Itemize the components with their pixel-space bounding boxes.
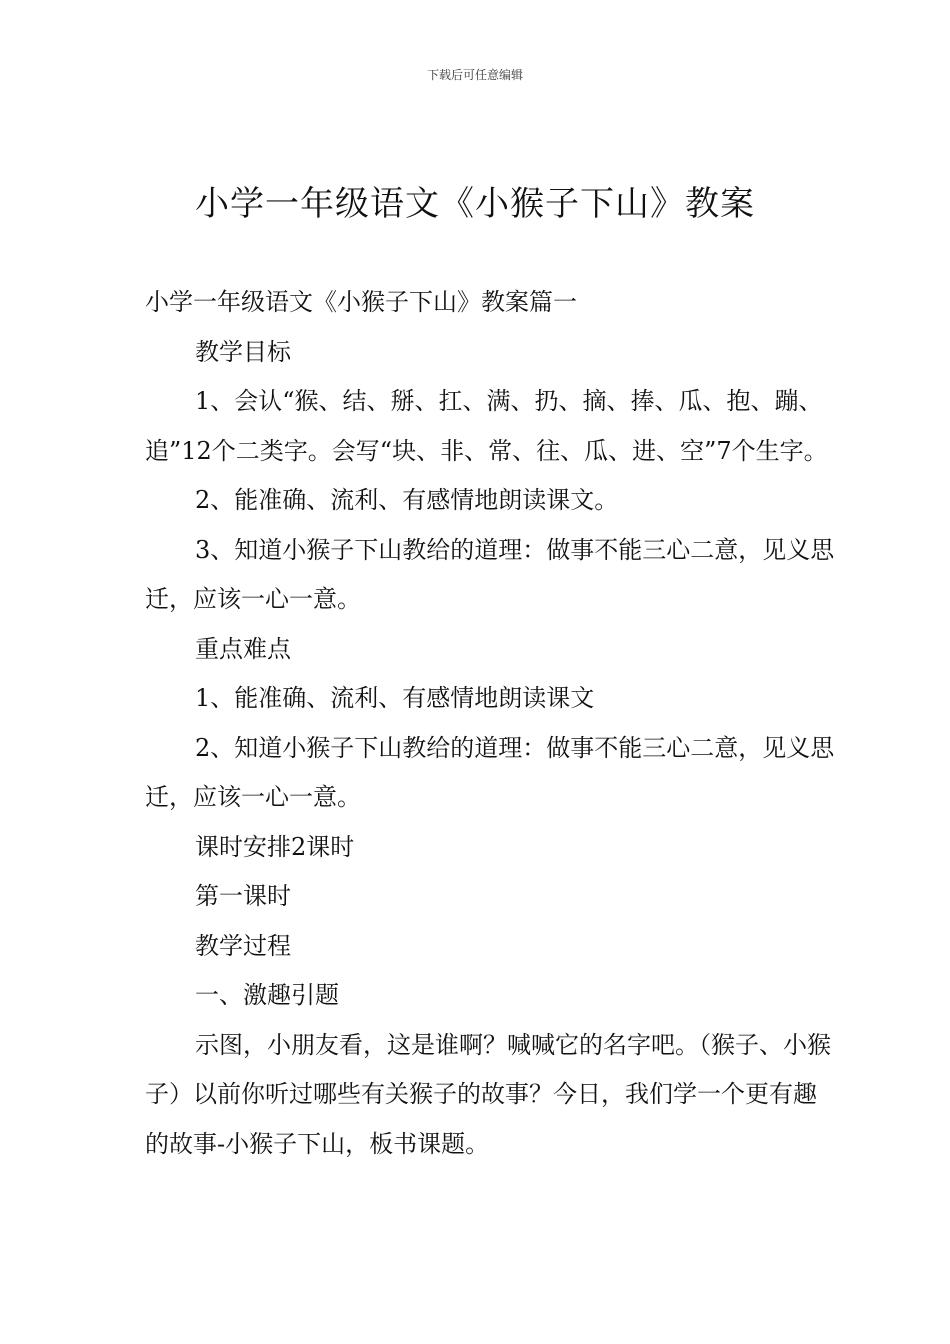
document-body <box>145 278 835 1169</box>
objective-2: 2、能准确、流利、有感情地朗读课文。 <box>195 486 619 514</box>
document-title: 小学一年级语文《小猴子下山》教案 <box>195 184 755 224</box>
heading-step-one: 一、激趣引题 <box>195 981 339 1009</box>
key-point-1: 1、能准确、流利、有感情地朗读课文 <box>195 684 595 712</box>
class-schedule: 课时安排2课时 <box>195 832 355 861</box>
heading-first-lesson: 第一课时 <box>195 882 291 910</box>
heading-teaching-process: 教学过程 <box>195 931 291 960</box>
header-note: 下载后可任意编辑 <box>426 68 523 82</box>
section-heading: 小学一年级语文《小猴子下山》教案篇一 <box>145 288 577 316</box>
heading-teaching-objectives: 教学目标 <box>195 337 291 366</box>
heading-key-points: 重点难点 <box>195 634 291 663</box>
step-one-text: 示图，小朋友看，这是谁啊？喊喊它的名字吧。（猴子、小猴子）以前你听过哪些有关猴子的故事？今日，我们学一个更有趣的故事-小猴子下山，板书课题。 <box>145 1030 831 1158</box>
objective-1: 1、会认“猴、结、掰、扛、满、扔、摘、捧、瓜、抱、蹦、追”12个二类字。会写“块、非、常、往、瓜、进、空”7个生字。 <box>145 387 828 465</box>
key-point-2: 2、知道小猴子下山教给的道理：做事不能三心二意，见义思迁，应该一心一意。 <box>145 733 835 811</box>
objective-3: 3、知道小猴子下山教给的道理：做事不能三心二意，见义思迁，应该一心一意。 <box>145 535 835 613</box>
